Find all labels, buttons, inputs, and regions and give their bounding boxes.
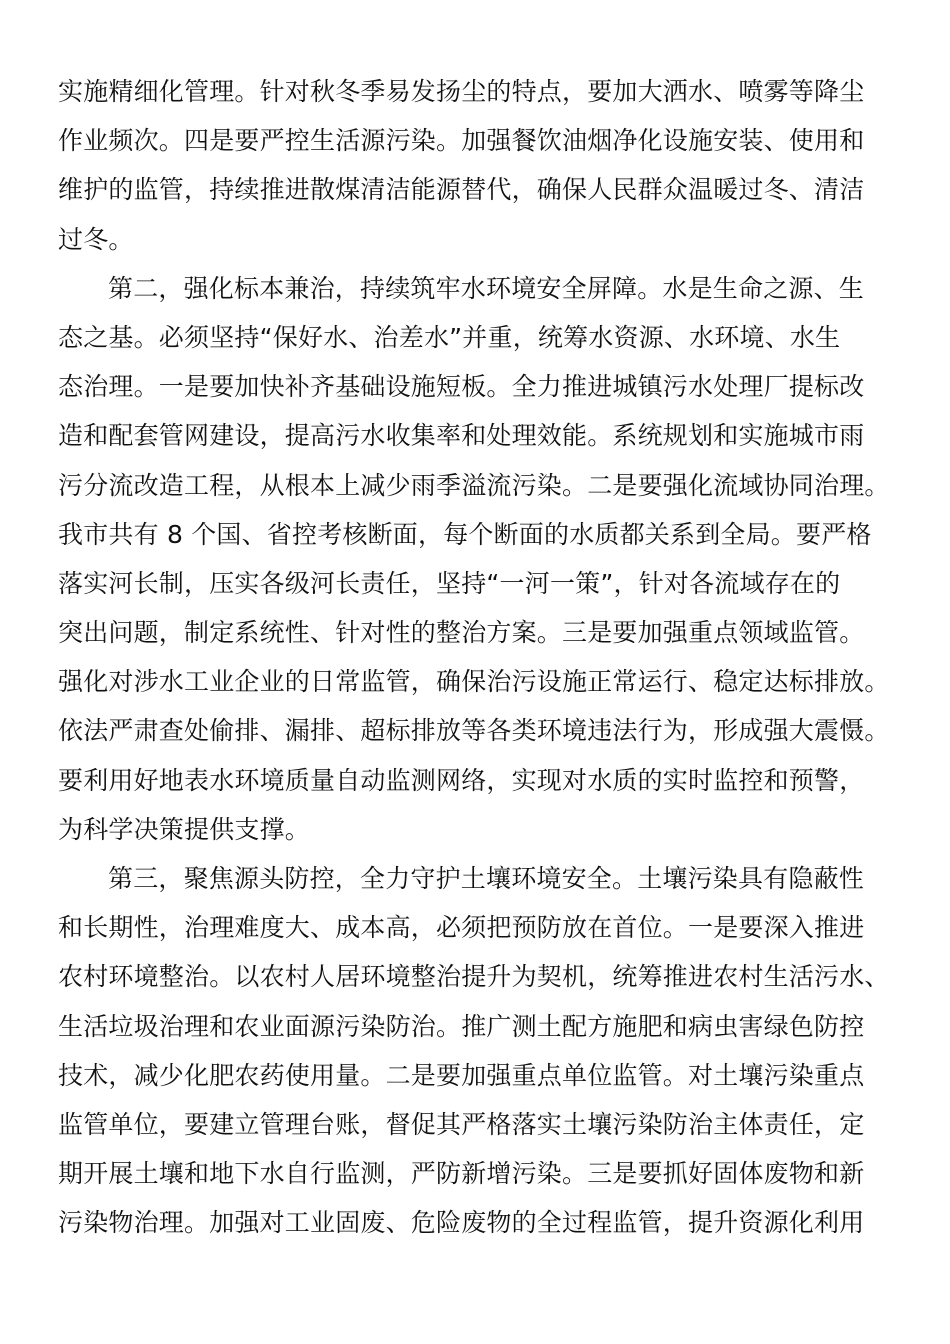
text-line: 依法严肃查处偷排、漏排、超标排放等各类环境违法行为，形成强大震慑。 bbox=[58, 716, 890, 746]
text-line: 农村环境整治。以农村人居环境整治提升为契机，统筹推进农村生活污水、 bbox=[58, 962, 890, 992]
text-line: 实施精细化管理。针对秋冬季易发扬尘的特点，要加大洒水、喷雾等降尘 bbox=[58, 77, 865, 106]
text-line: 作业频次。四是要严控生活源污染。加强餐饮油烟净化设施安装、使用和 bbox=[58, 126, 865, 156]
text-line: 维护的监管，持续推进散煤清洁能源替代，确保人民群众温暖过冬、清洁 bbox=[58, 175, 865, 205]
text-line: 造和配套管网建设，提高污水收集率和处理效能。系统规划和实施城市雨 bbox=[58, 421, 865, 451]
text-line: 第二，强化标本兼治，持续筑牢水环境安全屏障。水是生命之源、生 bbox=[108, 273, 865, 303]
document-body bbox=[58, 70, 898, 1251]
text-line: 我市共有 8 个国、省控考核断面，每个断面的水质都关系到全局。要严格 bbox=[58, 519, 872, 549]
text-line: 污分流改造工程，从根本上减少雨季溢流污染。二是要强化流域协同治理。 bbox=[58, 470, 890, 500]
paragraph-soil-environment bbox=[58, 857, 898, 1251]
text-line: 污染物治理。加强对工业固废、危险废物的全过程监管，提升资源化利用 bbox=[58, 1208, 865, 1238]
text-line: 强化对涉水工业企业的日常监管，确保治污设施正常运行、稳定达标排放。 bbox=[58, 667, 890, 697]
text-line: 态之基。必须坚持“保好水、治差水”并重，统筹水资源、水环境、水生 bbox=[58, 322, 841, 352]
text-line: 为科学决策提供支撑。 bbox=[58, 814, 311, 844]
text-line: 过冬。 bbox=[58, 224, 134, 254]
text-line: 监管单位，要建立管理台账，督促其严格落实土壤污染防治主体责任，定 bbox=[58, 1109, 865, 1139]
text-line: 技术，减少化肥农药使用量。二是要加强重点单位监管。对土壤污染重点 bbox=[58, 1060, 865, 1090]
paragraph-water-environment bbox=[58, 267, 898, 857]
text-line: 突出问题，制定系统性、针对性的整治方案。三是要加强重点领域监管。 bbox=[58, 618, 865, 648]
text-line: 态治理。一是要加快补齐基础设施短板。全力推进城镇污水处理厂提标改 bbox=[58, 372, 865, 402]
paragraph-air-pollution-continued bbox=[58, 70, 898, 267]
text-line: 第三，聚焦源头防控，全力守护土壤环境安全。土壤污染具有隐蔽性 bbox=[108, 864, 865, 893]
text-line: 要利用好地表水环境质量自动监测网络，实现对水质的实时监控和预警， bbox=[58, 765, 865, 795]
text-line: 生活垃圾治理和农业面源污染防治。推广测土配方施肥和病虫害绿色防控 bbox=[58, 1011, 865, 1041]
text-line: 和长期性，治理难度大、成本高，必须把预防放在首位。一是要深入推进 bbox=[58, 913, 865, 943]
text-line: 期开展土壤和地下水自行监测，严防新增污染。三是要抓好固体废物和新 bbox=[58, 1159, 865, 1189]
text-line: 落实河长制，压实各级河长责任，坚持“一河一策”，针对各流域存在的 bbox=[58, 568, 841, 598]
